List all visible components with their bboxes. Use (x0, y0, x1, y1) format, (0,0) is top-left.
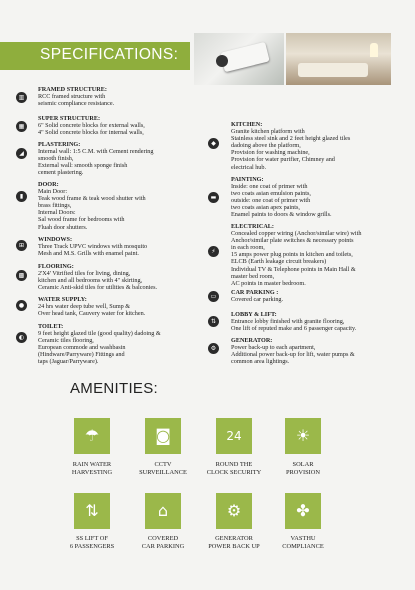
spec-text: Covered car parking. (231, 296, 284, 304)
spec-title: CAR PARKING : (231, 289, 279, 296)
specifications-banner (0, 42, 190, 70)
generator-icon: ⚙ (208, 343, 219, 354)
spec-painting (231, 176, 406, 219)
amenity-label: COVERED CAR PARKING (141, 535, 185, 550)
lift-icon: ⇅ (208, 316, 219, 327)
spec-text: Inside: one coat of primer with two coats asian emulsion paints, outside: one coat of primer with two coats asian apex paints, Enamel paints to doors & window grills. (231, 183, 332, 219)
spec-text: Entrance lobby finished with granite flooring, One lift of reputed make and 6 passenger capacity. (231, 318, 357, 333)
spec-kitchen (231, 121, 411, 171)
amenity-label: RAIN WATER HARVESTING (71, 461, 113, 476)
page-title: SPECIFICATIONS: (40, 46, 179, 63)
generator-icon: ⚙ (216, 493, 252, 529)
kitchen-icon: ◆ (208, 138, 219, 149)
cctv-camera-icon: ◙ (145, 418, 181, 454)
water-drop-icon: ● (16, 300, 27, 311)
lift-icon: ⇅ (74, 493, 110, 529)
bricks-icon: ▦ (16, 121, 27, 132)
amenity-label: SS LIFT OF 6 PASSENGERS (69, 535, 115, 550)
amenity-label: CCTV SURVEILLANCE (139, 461, 187, 476)
plug-icon: ⚡ (208, 246, 219, 257)
cctv-camera-photo (194, 33, 284, 85)
amenity-label: GENERATOR POWER BACK UP (208, 535, 260, 550)
spec-water-supply (38, 296, 208, 317)
spec-text: 9 feet height glazed tile (good quality) dadoing & Ceramic tiles flooring, European commode and washbasin (Hindware/Parryware) Fittings and taps (Jaguar/Parryware). (38, 330, 161, 366)
spec-text: 24 hrs water deep tube well, Sump & Over head tank, Cauvery water for kitchen. (38, 303, 146, 318)
spec-framed-structure (38, 86, 203, 107)
spec-text: Internal wall: 1:5 C.M. with Cement rendering smooth finish, External wall: smooth sponge finish cement plastering. (38, 148, 154, 177)
spec-windows (38, 236, 208, 257)
spec-toilet (38, 323, 213, 366)
door-icon: ▮ (16, 191, 27, 202)
vasthu-icon: ✤ (285, 493, 321, 529)
spec-title: FLOORING: (38, 263, 74, 270)
spec-text: 6" Solid concrete blocks for external walls, 4" Solid concrete blocks for internal walls, (38, 122, 145, 137)
floor-tiles-icon: ▩ (16, 270, 27, 281)
spec-door (38, 181, 208, 231)
spec-title: LOBBY & LIFT: (231, 311, 277, 318)
spec-title: GENERATOR: (231, 337, 273, 344)
solar-panel-icon: ☀ (285, 418, 321, 454)
spec-text: Three Track UPVC windows with mosquito Mesh and M.S. Grills with enamel paint. (38, 243, 148, 258)
spec-title: PLASTERING: (38, 141, 81, 148)
spec-title: SUPER STRUCTURE: (38, 115, 101, 122)
spec-title: KITCHEN: (231, 121, 263, 128)
living-room-photo (286, 33, 391, 85)
spec-electrical (231, 223, 413, 287)
amenities-title: AMENITIES: (70, 380, 159, 397)
spec-title: ELECTRICAL: (231, 223, 274, 230)
building-icon: ▥ (16, 92, 27, 103)
amenity-label: ROUND THE CLOCK SECURITY (206, 461, 262, 476)
spec-text: Power back-up to each apartment, Additional power back-up for lift, water pumps & common area lightings. (231, 344, 355, 366)
spec-title: PAINTING: (231, 176, 264, 183)
spec-title: FRAMED STRUCTURE: (38, 86, 107, 93)
paint-roller-icon: ▬ (208, 192, 219, 203)
spec-text: Granite kitchen platform with Stainless steel sink and 2 feet height glazed tiles dadoing above the platform, Provision for washing machine, Provision for water purifier, Chimney and electrical hub. (231, 128, 351, 171)
spec-text: RCC framed structure with seismic compliance resistance. (38, 93, 115, 108)
spec-generator (231, 337, 413, 365)
covered-parking-icon: ⌂ (145, 493, 181, 529)
trowel-icon: ◢ (16, 148, 27, 159)
spec-title: TOILET: (38, 323, 64, 330)
toilet-icon: ◐ (16, 332, 27, 343)
window-icon: ⊞ (16, 240, 27, 251)
spec-plastering (38, 141, 208, 176)
24-hours-icon: 24 (216, 418, 252, 454)
car-icon: ▭ (208, 291, 219, 302)
spec-text: Concealed copper wiring (Anchor/similar wire) with Anchor/similar plate switches & necessary points in each room, 15 amps power plug points in kitchen and toilets, ELCB (Earth leakage circuit breakers) Individual TV & Telephone points in Main Hall & master bed room, AC points in master bedroom. (231, 230, 362, 287)
spec-text: 2'X4' Vitrified tiles for living, dining, kitchen and all bedrooms with 4" skirting, Ceramic Anti-skid tiles for utilities & balconies. (38, 270, 158, 292)
spec-flooring (38, 263, 208, 291)
spec-text: Main Door: Teak wood frame & teak wood shutter with brass fittings, Internal Doors: Sal wood frame for bedrooms with Fluah door shutters. (38, 188, 146, 231)
amenity-label: VASTHU COMPLIANCE (282, 535, 324, 550)
spec-title: WINDOWS: (38, 236, 73, 243)
spec-title: DOOR: (38, 181, 59, 188)
amenity-label: SOLAR PROVISION (285, 461, 321, 476)
spec-title: WATER SUPPLY: (38, 296, 87, 303)
spec-car-parking (231, 289, 401, 303)
spec-super-structure (38, 115, 203, 136)
spec-lobby-lift (231, 311, 413, 332)
rain-water-icon: ☂ (74, 418, 110, 454)
